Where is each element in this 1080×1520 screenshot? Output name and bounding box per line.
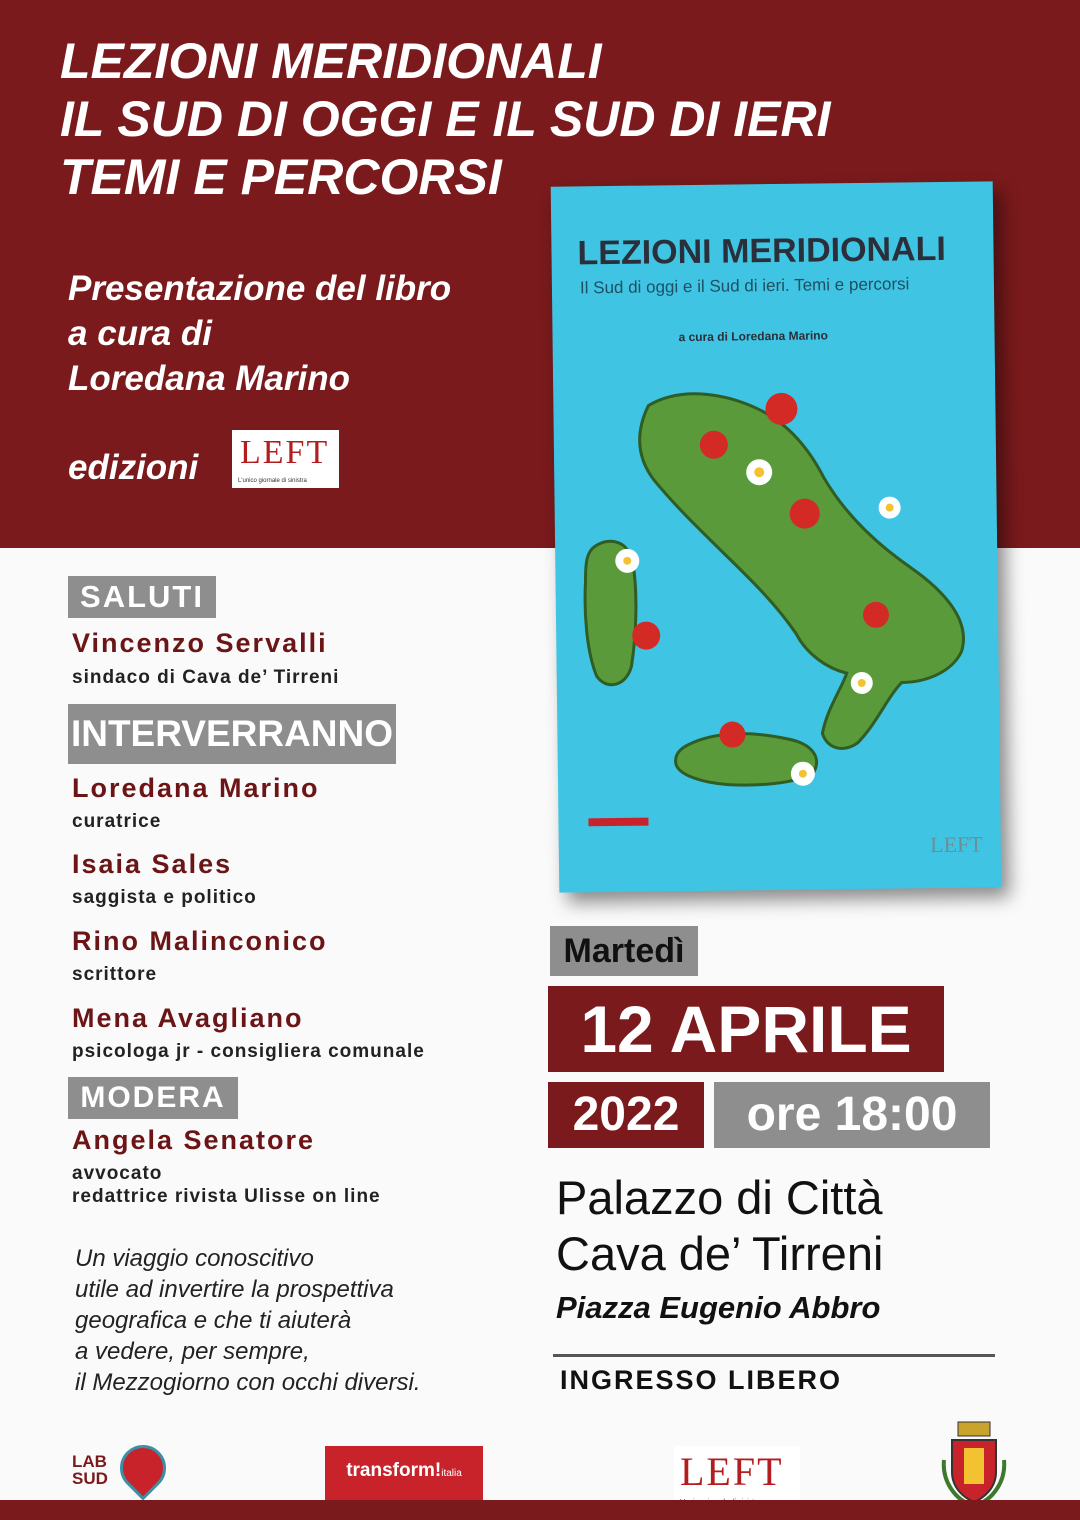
subtitle-line-3: Loredana Marino xyxy=(68,359,350,398)
left-publisher-logo xyxy=(232,430,339,488)
moderator-role-line-1: avvocato xyxy=(72,1163,163,1184)
city-crest-icon xyxy=(940,1420,1008,1508)
event-weekday: Martedì xyxy=(550,926,698,976)
left-footer-logo xyxy=(674,1446,800,1508)
speaker-name: Loredana Marino xyxy=(72,773,320,803)
speaker-name: Isaia Sales xyxy=(72,849,233,879)
italy-map-illustration xyxy=(553,351,1001,836)
map-pin-icon xyxy=(110,1435,175,1500)
speaker-name: Rino Malinconico xyxy=(72,926,328,956)
moderator-name: Angela Senatore xyxy=(72,1125,316,1155)
presentation-subtitle xyxy=(68,266,451,401)
book-cover xyxy=(551,181,1002,892)
edizioni-label: edizioni xyxy=(68,448,199,487)
speaker-role: saggista e politico xyxy=(72,887,257,908)
modera-label: MODERA xyxy=(68,1077,238,1119)
subtitle-line-2: a cura di xyxy=(68,314,212,353)
event-square: Piazza Eugenio Abbro xyxy=(556,1290,881,1325)
speaker-name: Mena Avagliano xyxy=(72,1003,304,1033)
quote-line: il Mezzogiorno con occhi diversi. xyxy=(75,1369,421,1396)
venue-line-1: Palazzo di Città xyxy=(556,1171,883,1224)
transform-suffix: italia xyxy=(441,1468,462,1479)
event-title xyxy=(60,32,1040,206)
left-logo-tagline: L'unico giornale di sinistra xyxy=(238,478,307,484)
interverranno-label: INTERVERRANNO xyxy=(68,704,396,764)
labsud-text: LAB SUD xyxy=(72,1452,108,1488)
title-line-1: LEZIONI MERIDIONALI xyxy=(60,33,602,89)
left-footer-text: LEFT xyxy=(680,1449,784,1494)
venue-line-2: Cava de’ Tirreni xyxy=(556,1227,884,1280)
event-year: 2022 xyxy=(548,1082,704,1148)
speaker-role: sindaco di Cava de’ Tirreni xyxy=(72,667,340,688)
description-quote xyxy=(75,1243,515,1398)
book-publisher-logo: LEFT xyxy=(930,831,983,858)
title-line-2: IL SUD DI OGGI E IL SUD DI IERI xyxy=(60,91,831,147)
saluti-label: SALUTI xyxy=(68,576,216,618)
event-date: 12 APRILE xyxy=(548,986,944,1072)
subtitle-line-1: Presentazione del libro xyxy=(68,269,452,308)
title-line-3: TEMI E PERCORSI xyxy=(60,149,502,205)
labsud-logo xyxy=(72,1445,172,1495)
event-time: ore 18:00 xyxy=(714,1082,990,1148)
transform-italia-logo xyxy=(325,1446,483,1504)
speaker-role: scrittore xyxy=(72,964,158,985)
quote-line: utile ad invertire la prospettiva xyxy=(75,1276,394,1303)
speaker-name: Vincenzo Servalli xyxy=(72,628,328,658)
transform-text: transform! xyxy=(346,1460,442,1481)
quote-line: a vedere, per sempre, xyxy=(75,1338,310,1365)
left-logo-text: LEFT xyxy=(240,434,330,471)
entry-info: INGRESSO LIBERO xyxy=(560,1365,843,1395)
moderator-role xyxy=(72,1162,381,1208)
divider xyxy=(553,1354,995,1357)
book-subtitle: Il Sud di oggi e il Sud di ieri. Temi e percorsi xyxy=(579,274,910,298)
quote-line: Un viaggio conoscitivo xyxy=(75,1245,314,1272)
moderator-role-line-2: redattrice rivista Ulisse on line xyxy=(72,1186,381,1207)
book-title: LEZIONI MERIDIONALI xyxy=(577,229,947,273)
footer-band xyxy=(0,1500,1080,1520)
book-curator: a cura di Loredana Marino xyxy=(678,328,829,345)
event-venue xyxy=(556,1170,883,1282)
quote-line: geografica e che ti aiuterà xyxy=(75,1307,352,1334)
speaker-role: psicologa jr - consigliera comunale xyxy=(72,1041,425,1062)
book-spine-label xyxy=(588,818,648,827)
speaker-role: curatrice xyxy=(72,811,162,832)
